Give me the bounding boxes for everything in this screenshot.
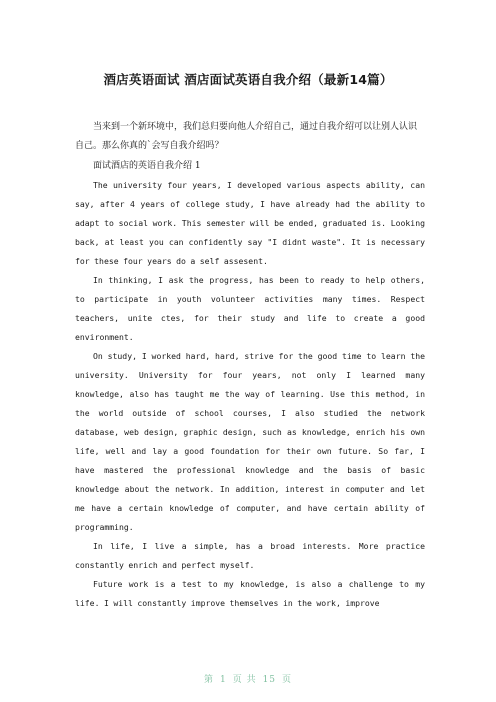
body-paragraph-1: The university four years, I developed various aspects ability, can say, after 4 years of college study, I have already had the ability to adapt to social work. This semester will be ended, graduated is. Looking back, at least you can confidently say "I didnt waste". It is necessary for these four years do a self assesent. — [75, 180, 425, 266]
body-paragraph-3: On study, I worked hard, hard, strive for the good time to learn the university. University for four years, not only I learned many knowledge, also has taught me the way of learning. Use this method, in the world outside of school courses, I also studied the network database, web design, graphic design, such as knowledge, enrich his own life, well and lay a good foundation for their own future. So far, I have mastered the professional knowledge and the basis of basic knowledge about the network. In addition, interest in computer and let me have a certain knowledge of computer, and have certain ability of programming. — [75, 351, 425, 532]
footer-suffix: 页 — [282, 675, 293, 685]
footer-total-pages: 15 — [262, 675, 277, 685]
intro-paragraph: 当来到一个新环境中，我们总归要向他人介绍自己，通过自我介绍可以让别人认识自己。那么你真的`会写自我介绍吗？ — [75, 122, 418, 151]
section-title: 面试酒店的英语自我介绍 1 — [93, 161, 201, 171]
page-footer — [0, 672, 496, 685]
body-paragraph-5: Future work is a test to my knowledge, is also a challenge to my life. I will constantly improve themselves in the work, improve — [75, 579, 425, 608]
body-paragraph-4: In life, I live a simple, has a broad interests. More practice constantly enrich and perfect myself. — [75, 541, 425, 570]
footer-page-number: 1 — [219, 675, 227, 685]
document-body — [75, 118, 425, 613]
footer-middle: 页 共 — [232, 675, 257, 685]
document-title: 酒店英语面试 酒店面试英语自我介绍（最新14篇） — [103, 72, 393, 87]
body-paragraph-2: In thinking, I ask the progress, has been to ready to help others, to participate in youth volunteer activities many times. Respect teachers, unite ctes, for their study and life to create a good environment. — [75, 275, 425, 342]
footer-prefix: 第 — [203, 675, 214, 685]
